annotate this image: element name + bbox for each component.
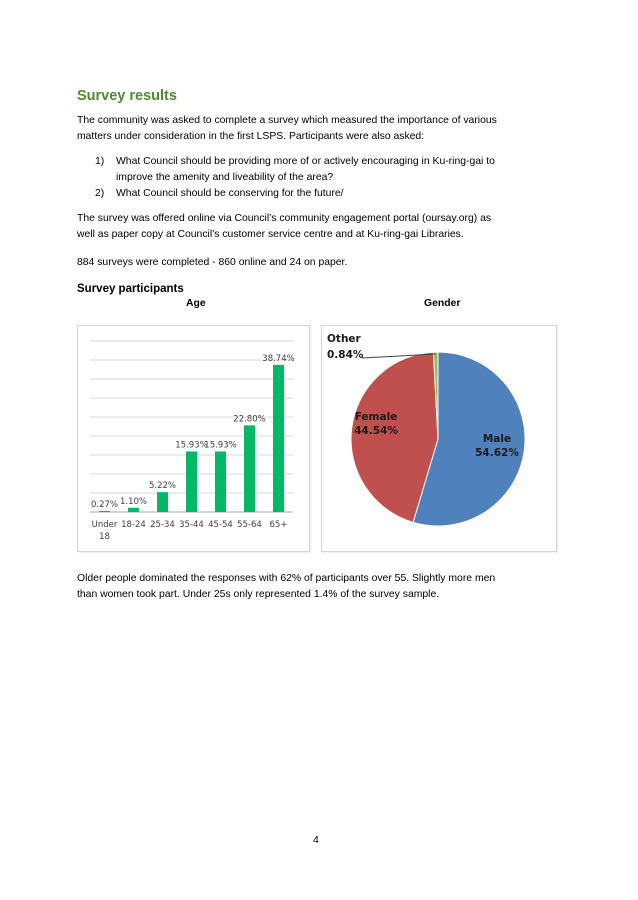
intro-line: matters under consideration in the first LSPS. Participants were also asked: [77,131,425,142]
data-label: 38.74% [262,353,295,364]
intro-paragraph [77,113,562,145]
tick-label: 65+ [269,520,288,530]
bar [244,425,255,512]
bar [273,365,284,512]
offer-paragraph [77,211,562,243]
tick-label: 55-64 [237,520,262,530]
tick-label: Under [91,520,118,530]
tick-label: 18-24 [121,520,146,530]
offer-line: well as paper copy at Council’s customer service centre and at Ku-ring-gai Libraries. [77,229,464,240]
section-title: Survey results [77,88,177,104]
bar [128,508,139,512]
age-chart-title: Age [186,298,206,309]
slice-name-label: Other [327,333,361,345]
gender-pie-chart [322,326,556,551]
bar [215,451,226,512]
question-text [116,186,344,202]
bar [186,451,197,512]
tick-label: 25-34 [150,520,175,530]
page-number: 4 [313,835,319,846]
participants-heading: Survey participants [77,283,184,295]
gender-chart-title: Gender [424,298,461,309]
bar [157,492,168,512]
slice-value-label: 0.84% [327,349,364,361]
conclusion-paragraph [77,571,562,603]
question-number: 2) [95,188,105,199]
data-label: 15.93% [175,440,208,451]
data-label: 0.27% [90,499,119,510]
conclusion-line: Older people dominated the responses with 62% of participants over 55. Slightly more men [77,573,496,584]
data-label: 15.93% [204,440,237,451]
slice-value-label: 44.54% [354,425,398,437]
completed-text: 884 surveys were completed - 860 online and 24 on paper. [77,257,348,268]
question-line: What Council should be conserving for the future/ [116,188,344,199]
tick-label: 18 [99,532,110,542]
age-chart-panel [77,325,310,552]
conclusion-line: than women took part. Under 25s only represented 1.4% of the survey sample. [77,589,440,600]
question-text [116,154,495,186]
tick-label: 45-54 [208,520,233,530]
offer-line: The survey was offered online via Council’s community engagement portal (oursay.org) as [77,213,492,224]
slice-value-label: 54.62% [475,447,519,459]
question-line: What Council should be providing more of or actively encouraging in Ku-ring-gai to [116,156,495,167]
bar [99,511,110,512]
question-number: 1) [95,156,105,167]
slice-name-label: Female [354,411,398,423]
intro-line: The community was asked to complete a survey which measured the importance of various [77,115,497,126]
gender-chart-panel [321,325,557,552]
question-line: improve the amenity and liveability of the area? [116,172,334,183]
data-label: 22.80% [233,414,266,425]
age-bar-chart [78,326,309,551]
data-label: 5.22% [148,481,177,492]
slice-name-label: Male [482,433,512,445]
data-label: 1.10% [119,496,148,507]
tick-label: 35-44 [179,520,204,530]
